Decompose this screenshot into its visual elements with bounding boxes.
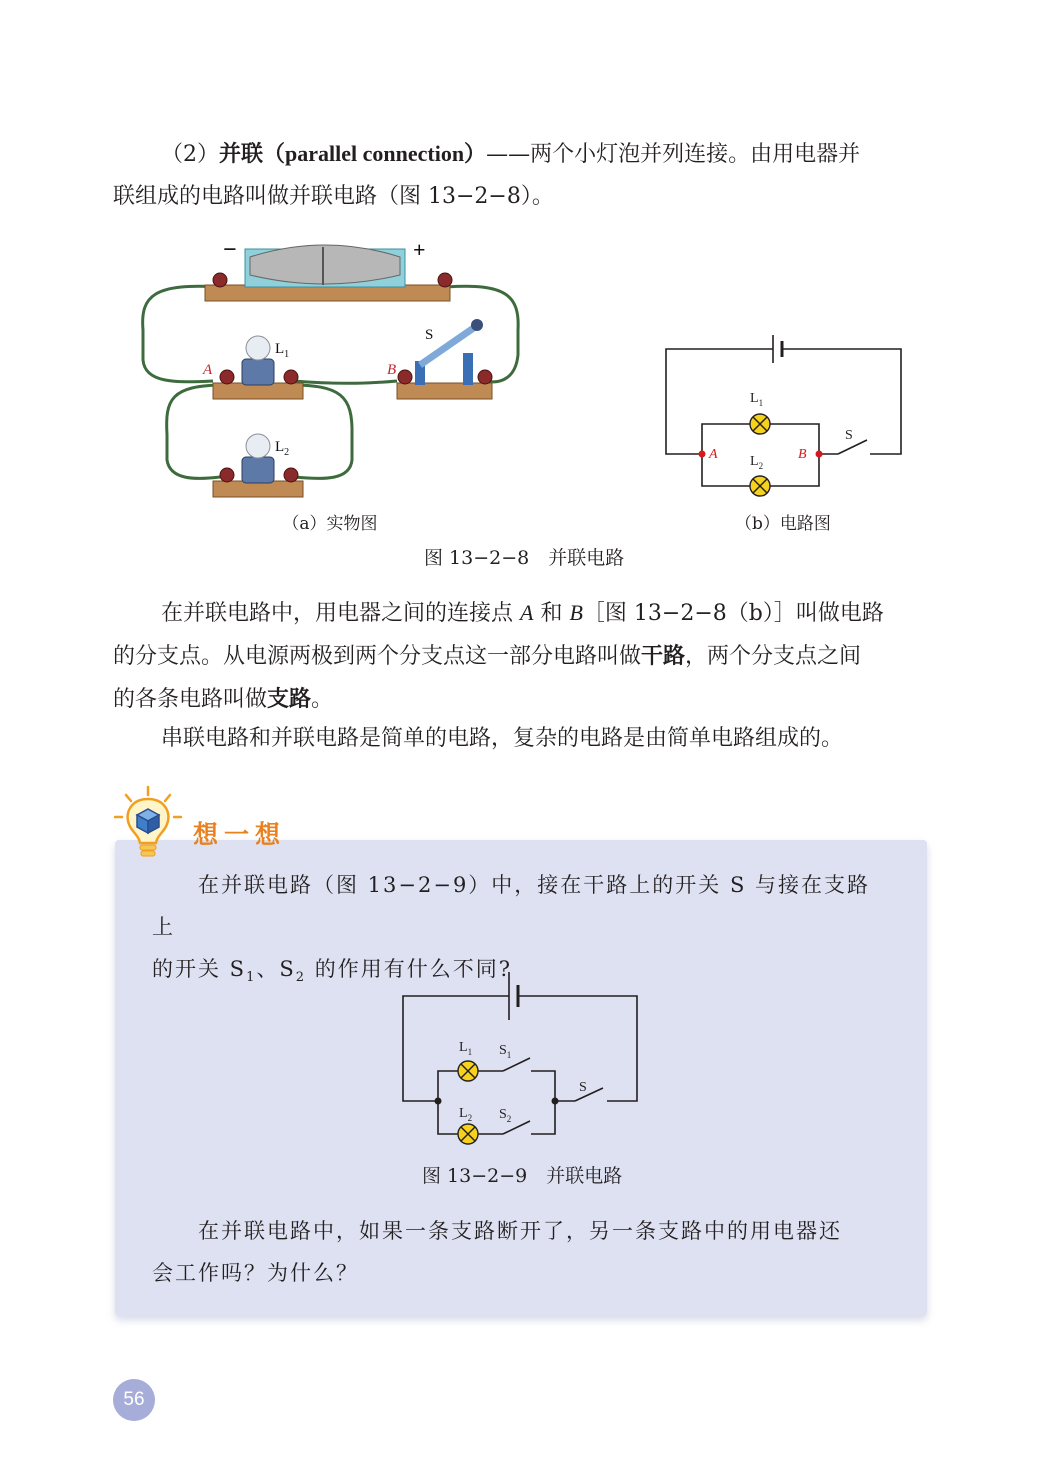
branch-bottom-wire — [438, 1101, 458, 1134]
battery-cell — [250, 245, 400, 284]
trunk-wire-left — [403, 996, 512, 1101]
lamp-l1-bulb — [246, 336, 270, 360]
think-question-2 — [152, 1210, 892, 1294]
terminal — [213, 273, 227, 287]
complex-circuit-paragraph — [113, 718, 931, 760]
trunk-wire-right — [518, 996, 637, 1101]
branch-top-wire — [438, 1071, 458, 1101]
term-branch: 支路 — [267, 686, 312, 712]
lamp-l1-symbol — [750, 414, 770, 434]
branch-text-4: 的分支点。从电源两极到两个分支点这一部分电路叫做 — [113, 644, 642, 669]
intro-term-en: （parallel connection） — [263, 141, 487, 166]
lamp-l2-symbol — [458, 1124, 478, 1144]
lamp-l1-holder — [242, 359, 274, 385]
label-s2-fig9: $S_2$ — [499, 1107, 512, 1124]
label-l2-circuit: $L_2$ — [750, 454, 764, 471]
q1-line-1: 在并联电路（图 13−2−9）中，接在干路上的开关 S 与接在支路上 — [152, 873, 871, 939]
node-left — [435, 1098, 442, 1105]
page-number-badge: 56 — [113, 1379, 155, 1421]
branch-text-3: ［图 13−2−8（b）］叫做电路 — [582, 601, 884, 626]
label-l1-circuit: $L_1$ — [750, 391, 764, 408]
branch-text-2: 和 — [533, 601, 570, 626]
label-s-physical: S — [425, 327, 434, 343]
branch-bottom-wire — [770, 454, 819, 486]
label-l1-fig9: $L_1$ — [459, 1040, 473, 1057]
intro-num: （2） — [161, 142, 219, 167]
node-right — [552, 1098, 559, 1105]
node-b — [816, 451, 823, 458]
label-a-physical: A — [203, 362, 213, 378]
label-s-circuit: S — [845, 428, 853, 443]
figure-8-title: 图 13−2−8 并联电路 — [424, 547, 625, 569]
branch-paragraph — [113, 592, 931, 721]
label-b-physical: B — [387, 362, 397, 378]
figure-9-title: 图 13−2−9 并联电路 — [422, 1165, 623, 1187]
terminal — [438, 273, 452, 287]
think-title: 想一想 — [193, 820, 287, 849]
label-s1-fig9: $S_1$ — [499, 1043, 512, 1060]
caption-a: （a）实物图 — [282, 514, 378, 534]
intro-text-1: 两个小灯泡并列连接。由用电器并 — [530, 142, 861, 167]
battery-plus: + — [413, 237, 426, 262]
q2-line-1: 在并联电路中，如果一条支路断开了，另一条支路中的用电器还 — [198, 1219, 842, 1243]
intro-paragraph — [113, 133, 931, 218]
label-s-fig9: S — [579, 1080, 587, 1095]
q1-line-2c: 的作用有什么不同? — [306, 957, 512, 981]
intro-dash: —— — [486, 142, 531, 167]
term-trunk: 干路 — [641, 643, 686, 669]
complex-text: 串联电路和并联电路是简单的电路，复杂的电路是由简单电路组成的。 — [161, 726, 844, 751]
q2-line-2: 会工作吗？为什么？ — [152, 1261, 359, 1285]
label-b-circuit: B — [798, 447, 807, 462]
branch-point-b: B — [569, 600, 583, 625]
lamp-l2-symbol — [750, 476, 770, 496]
cube-icon — [137, 809, 159, 833]
figure-9-circuit-diagram — [395, 965, 645, 1150]
branch-text-5: ，两个分支点之间 — [685, 644, 862, 669]
label-l2-fig9: $L_2$ — [459, 1106, 473, 1123]
branch-text-7: 。 — [311, 687, 334, 712]
branch-text-6: 的各条电路叫做 — [113, 687, 268, 712]
q1-sub-2: 2 — [295, 970, 307, 986]
figure-8a-physical-diagram — [135, 235, 535, 510]
q1-line-2b: 、S — [256, 957, 296, 981]
branch-top-wire — [770, 424, 819, 454]
figure-8b-circuit-diagram — [660, 320, 910, 505]
lamp-l2-holder — [242, 457, 274, 483]
wire-a-b — [293, 381, 397, 383]
q1-sub-1: 1 — [246, 970, 257, 986]
label-l1: $L_1$ — [275, 341, 290, 360]
label-l2: $L_2$ — [275, 439, 290, 458]
lamp-l2-bulb — [246, 434, 270, 458]
q1-line-2a: 的开关 S — [152, 957, 247, 981]
intro-text-2: 联组成的电路叫做并联电路（图 13−2−8）。 — [113, 184, 554, 209]
trunk-wire-right — [782, 349, 901, 454]
branch-text-1: 在并联电路中，用电器之间的连接点 — [161, 601, 520, 626]
lightbulb-icon — [112, 785, 190, 865]
battery-minus: − — [223, 237, 237, 263]
caption-b: （b）电路图 — [735, 514, 831, 534]
switch-base — [397, 383, 492, 399]
label-a-circuit: A — [709, 447, 718, 462]
intro-term: 并联 — [219, 141, 264, 167]
wire-top-right — [447, 286, 518, 381]
node-a — [699, 451, 706, 458]
lamp-l1-symbol — [458, 1061, 478, 1081]
branch-point-a: A — [520, 600, 534, 625]
